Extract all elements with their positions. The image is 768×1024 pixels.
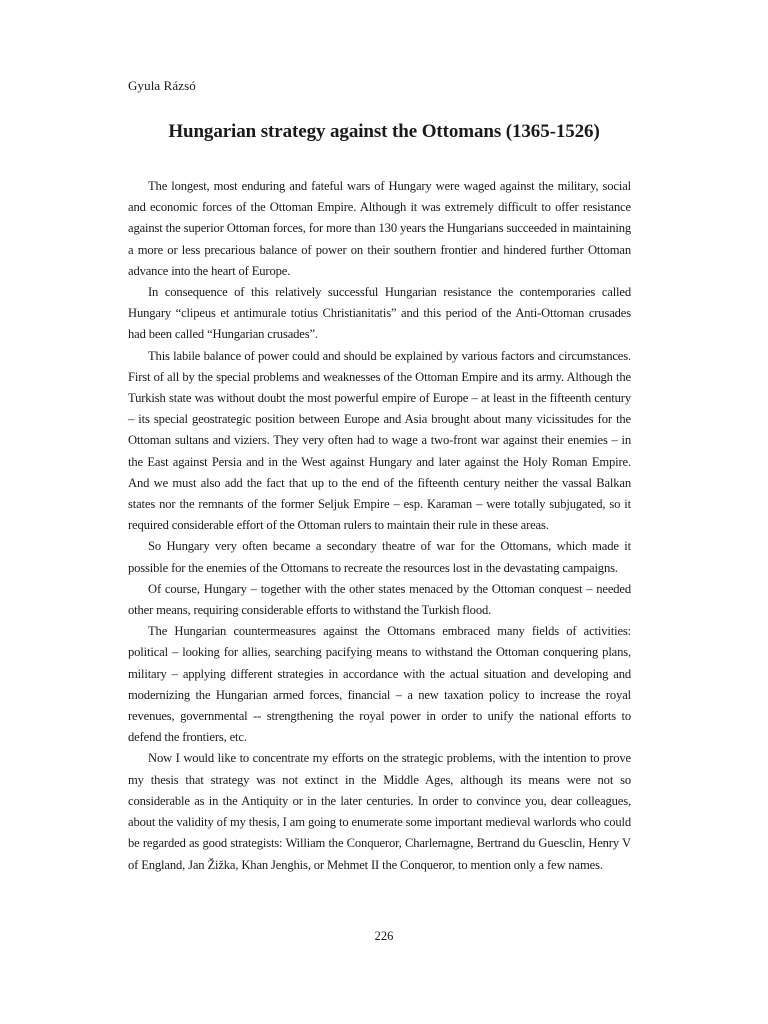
paragraph: In consequence of this relatively successful Hungarian resistance the contemporaries called Hungary “clipeus et antimurale totius Christianitatis” and this period of the Anti-Ottoman crusades had been called “Hungarian crusades”.	[128, 285, 631, 342]
author-name: Gyula Rázsó	[128, 78, 196, 93]
body-text	[128, 176, 631, 876]
paragraph: The Hungarian countermeasures against the Ottomans embraced many fields of activities: political – looking for allies, searching pacifying means to withstand the Ottoman conquering plans, military – applying different strategies in accordance with the actual situation and developing and modernizing the Hungarian armed forces, financial – a new taxation policy to increase the royal revenues, governmental -- strengthening the royal power in order to unify the national efforts to defend the frontiers, etc.	[128, 624, 631, 745]
paragraph: Of course, Hungary – together with the other states menaced by the Ottoman conquest – needed other means, requiring considerable efforts to withstand the Turkish flood.	[128, 581, 631, 618]
paragraph: So Hungary very often became a secondary theatre of war for the Ottomans, which made it possible for the enemies of the Ottomans to recreate the resources lost in the devastating campaigns.	[128, 539, 631, 575]
paragraph: This labile balance of power could and should be explained by various factors and circumstances. First of all by the special problems and weaknesses of the Ottoman Empire and its army. Although the Turkish state was without doubt the most powerful empire of Europe – at least in the fifteenth century – its special geostrategic position between Europe and Asia brought about many vicissitudes for the Ottoman sultans and viziers. They very often had to wage a two-front war against their enemies – in the East against Persia and in the West against Hungary and later against the Holy Roman Empire. And we must also add the fact that up to the end of the fifteenth century neither the vassal Balkan states nor the remnants of the former Seljuk Empire – esp. Karaman – were totally subjugated, so it required considerable effort of the Ottoman rulers to maintain their rule in these areas.	[128, 348, 631, 533]
page-number: 226	[374, 929, 394, 943]
paragraph: Now I would like to concentrate my efforts on the strategic problems, with the intention to prove my thesis that strategy was not extinct in the Middle Ages, although its means were not so considerable as in the Antiquity or in the later centuries. In order to convince you, dear colleagues, about the validity of my thesis, I am going to enumerate some important medieval warlords who could be regarded as good strategists: William the Conqueror, Charlemagne, Bertrand du Guesclin, Henry V of England, Jan Žižka, Khan Jenghis, or Mehmet II the Conqueror, to mention only a few names.	[128, 751, 631, 872]
paragraph: The longest, most enduring and fateful wars of Hungary were waged against the military, social and economic forces of the Ottoman Empire. Although it was extremely difficult to offer resistance against the superior Ottoman forces, for more than 130 years the Hungarians succeeded in maintaining a more or less precarious balance of power on their southern frontier and hindered further Ottoman advance into the heart of Europe.	[128, 179, 631, 278]
article-title: Hungarian strategy against the Ottomans (1365-1526)	[168, 121, 600, 142]
